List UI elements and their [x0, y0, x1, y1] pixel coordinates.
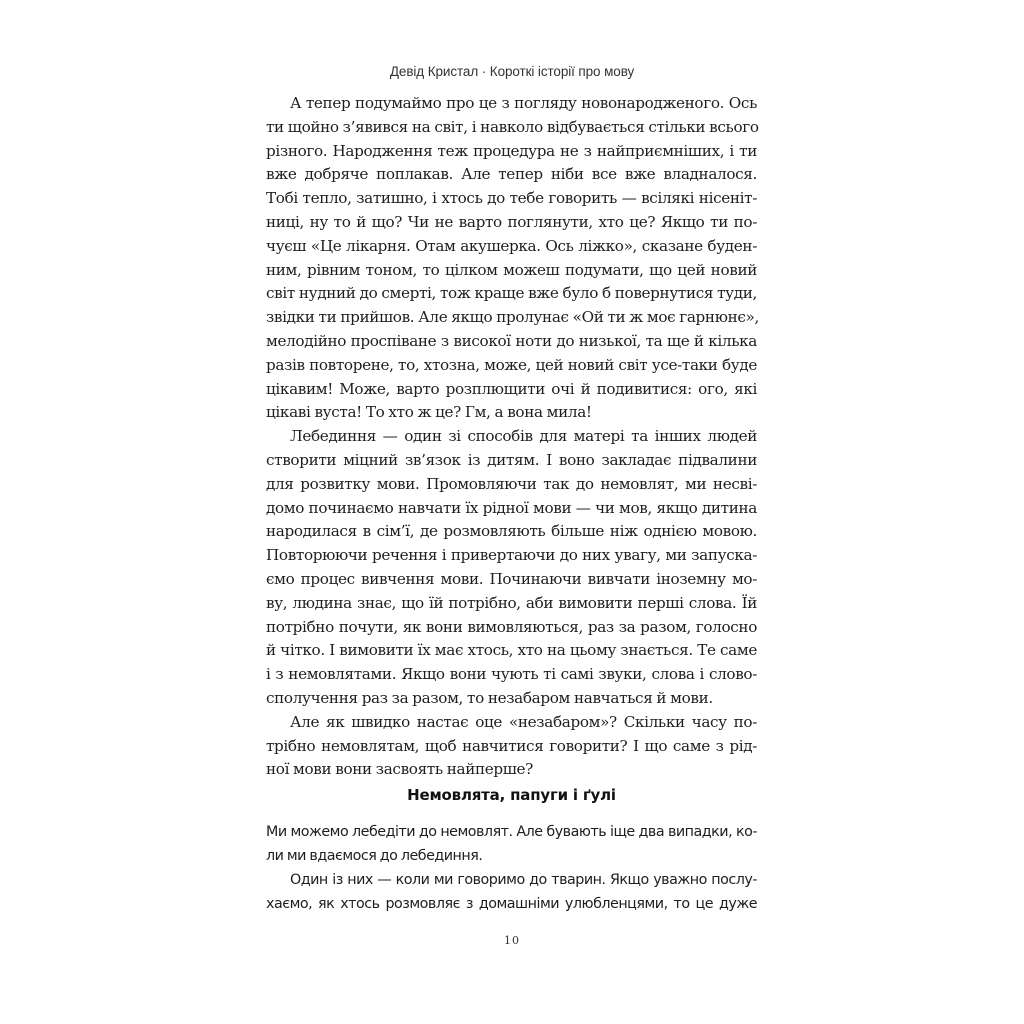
section-heading: Немовлята, папуги і ґулі	[407, 786, 616, 804]
text-line: Лебединня — один зі способів для матері та інших людей	[290, 427, 757, 446]
paragraph	[266, 820, 757, 868]
text-line: цікавим! Може, варто розплющити очі й подивитися: ого, які	[266, 379, 757, 398]
paragraph	[266, 711, 757, 782]
text-line: чуєш «Це лікарня. Отам акушерка. Ось ліжко», сказане буден-	[266, 236, 757, 255]
text-line: ної мови вони засвоять найперше?	[266, 760, 533, 779]
text-line: для розвитку мови. Промовляючи так до немовлят, ми несві-	[266, 474, 757, 493]
text-line: ниці, ну то й що? Чи не варто поглянути, хто це? Якщо ти по-	[266, 212, 757, 231]
text-line: разів повторене, то, хтозна, може, цей новий світ усе-таки буде	[266, 355, 757, 374]
section-body-text	[266, 820, 757, 916]
text-line: сполучення раз за разом, то незабаром навчаться й мови.	[266, 688, 713, 707]
text-line: ємо процес вивчення мови. Починаючи вивчати іноземну мо-	[266, 569, 757, 588]
paragraph	[266, 92, 757, 425]
text-line: Один із них — коли ми говоримо до тварин. Якщо уважно послу-	[290, 872, 757, 888]
body-text	[266, 92, 757, 782]
text-line: народилася в сім’ї, де розмовляють більше ніж однією мовою.	[266, 522, 757, 541]
text-line: Але як швидко настає оце «незабаром»? Скільки часу по-	[290, 712, 757, 731]
text-line: світ нудний до смерті, тож краще вже було б повернутися туди,	[266, 284, 757, 303]
text-line: створити міцний зв’язок із дитям. І воно закладає підвалини	[266, 450, 757, 469]
text-line: трібно немовлятам, щоб навчитися говорити? І що саме з рід-	[266, 736, 757, 755]
text-line: ву, людина знає, що їй потрібно, аби вимовити перші слова. Їй	[266, 593, 757, 612]
text-line: потрібно почути, як вони вимовляються, раз за разом, голосно	[266, 617, 757, 636]
text-line: мелодійно проспіване з високої ноти до низької, та ще й кілька	[266, 331, 757, 350]
text-line: ти щойно з’явився на світ, і навколо відбувається стільки всього	[266, 117, 759, 136]
text-line: Повторюючи речення і привертаючи до них увагу, ми запуска-	[266, 546, 757, 565]
text-line: ли ми вдаємося до лебединня.	[266, 848, 483, 864]
text-line: хаємо, як хтось розмовляє з домашніми улюбленцями, то це дуже	[266, 896, 757, 912]
page-number: 10	[504, 934, 520, 947]
paragraph	[266, 425, 757, 711]
running-head: Девід Кристал · Короткі історії про мову	[389, 64, 635, 79]
text-line: вже добряче поплакав. Але тепер ніби все вже владналося.	[266, 165, 757, 184]
text-line: й чітко. І вимовити їх має хтось, хто на цьому знається. Те саме	[266, 641, 757, 660]
text-line: домо починаємо навчати їх рідної мови — чи мов, якщо дитина	[266, 498, 757, 517]
text-line: і з немовлятами. Якщо вони чують ті самі звуки, слова і слово-	[266, 665, 757, 684]
text-line: Тобі тепло, затишно, і хтось до тебе говорить — всілякі нісеніт-	[266, 189, 757, 208]
text-line: різного. Народження теж процедура не з найприємніших, і ти	[266, 141, 757, 160]
text-line: цікаві вуста! То хто ж це? Гм, а вона мила!	[266, 403, 592, 422]
text-line: Ми можемо лебедіти до немовлят. Але бувають іще два випадки, ко-	[266, 824, 757, 840]
text-line: А тепер подумаймо про це з погляду новонародженого. Ось	[290, 94, 757, 112]
text-line: ним, рівним тоном, то цілком можеш подумати, що цей новий	[266, 260, 757, 279]
text-line: звідки ти прийшов. Але якщо пролунає «Ой ти ж моє гарнюнє»,	[266, 308, 759, 327]
paragraph	[266, 868, 757, 916]
